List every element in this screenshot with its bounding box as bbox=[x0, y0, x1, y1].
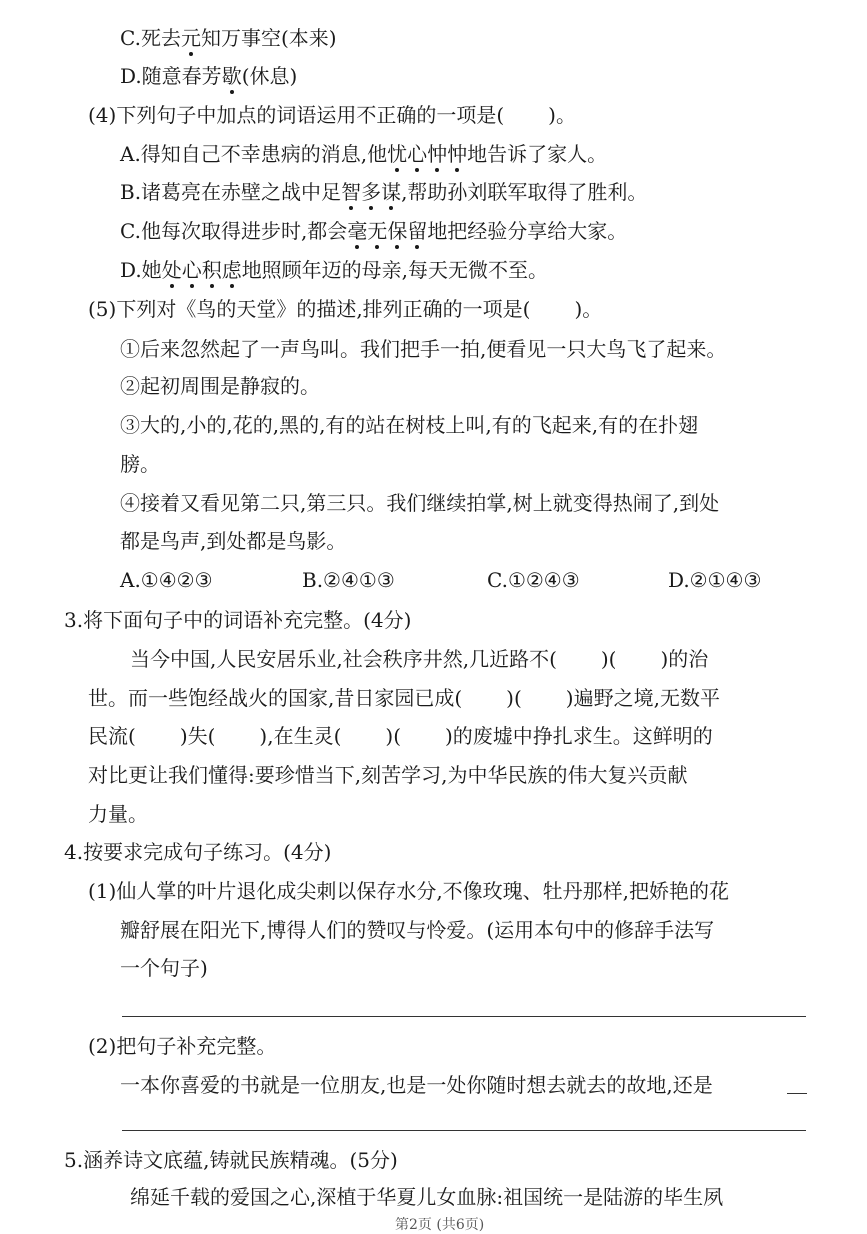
q2-5-sentence-4b: 都是鸟声,到处都是鸟影。 bbox=[120, 529, 347, 553]
q3-line-1: 当今中国,人民安居乐业,社会秩序井然,几近路不( )( )的治 bbox=[130, 647, 709, 671]
q2-5-option-d: D.②①④③ bbox=[668, 568, 762, 592]
q2-4-option-a: A.得知自己不幸患病的消息,他忧心忡忡地告诉了家人。 bbox=[120, 142, 608, 166]
q5-title: 5.涵养诗文底蕴,铸就民族精魂。(5分) bbox=[64, 1148, 398, 1172]
q3-line-5: 力量。 bbox=[88, 802, 148, 826]
page-footer: 第2页 (共6页) bbox=[395, 1217, 485, 1233]
q2-5-sentence-1: ①后来忽然起了一声鸟叫。我们把手一拍,便看见一只大鸟飞了起来。 bbox=[120, 337, 727, 361]
q2-4-option-d: D.她处心积虑地照顾年迈的母亲,每天无微不至。 bbox=[120, 258, 549, 282]
q2-4-stem: (4)下列句子中加点的词语运用不正确的一项是( )。 bbox=[88, 103, 576, 127]
q2-5-sentence-2: ②起初周围是静寂的。 bbox=[120, 374, 320, 398]
q3-line-4: 对比更让我们懂得:要珍惜当下,刻苦学习,为中华民族的伟大复兴贡献 bbox=[88, 763, 688, 787]
q4-part-1-line-2: 瓣舒展在阳光下,博得人们的赞叹与怜爱。(运用本句中的修辞手法写 bbox=[120, 918, 715, 942]
q2-option-d: D.随意春芳歇(休息) bbox=[120, 64, 298, 88]
q4-part-2-text: 一本你喜爱的书就是一位朋友,也是一处你随时想去就去的故地,还是 bbox=[120, 1073, 713, 1097]
q4-title: 4.按要求完成句子练习。(4分) bbox=[64, 840, 332, 864]
q2-5-option-b: B.②④①③ bbox=[302, 568, 395, 592]
q2-4-option-b: B.诸葛亮在赤壁之战中足智多谋,帮助孙刘联军取得了胜利。 bbox=[120, 180, 648, 204]
q2-5-sentence-3b: 膀。 bbox=[120, 452, 160, 476]
q2-5-option-c: C.①②④③ bbox=[487, 568, 580, 592]
answer-line[interactable] bbox=[122, 1016, 806, 1017]
q5-line-1: 绵延千载的爱国之心,深植于华夏儿女血脉:祖国统一是陆游的毕生夙 bbox=[130, 1185, 724, 1209]
q4-part-1-line-1: (1)仙人掌的叶片退化成尖刺以保存水分,不像玫瑰、牡丹那样,把娇艳的花 bbox=[88, 879, 730, 903]
q2-5-sentence-3a: ③大的,小的,花的,黑的,有的站在树枝上叫,有的飞起来,有的在扑翅 bbox=[120, 413, 699, 437]
q4-part-1-line-3: 一个句子) bbox=[120, 956, 208, 980]
q3-line-3: 民流( )失( ),在生灵( )( )的废墟中挣扎求生。这鲜明的 bbox=[88, 724, 713, 748]
q2-5-stem: (5)下列对《鸟的天堂》的描述,排列正确的一项是( )。 bbox=[88, 297, 603, 321]
answer-line[interactable] bbox=[122, 1130, 806, 1131]
q2-5-sentence-4a: ④接着又看见第二只,第三只。我们继续拍掌,树上就变得热闹了,到处 bbox=[120, 491, 720, 515]
q3-line-2: 世。而一些饱经战火的国家,昔日家园已成( )( )遍野之境,无数平 bbox=[88, 686, 720, 710]
q2-5-option-a: A.①④②③ bbox=[120, 568, 213, 592]
answer-line[interactable] bbox=[787, 1093, 807, 1094]
q2-4-option-c: C.他每次取得进步时,都会毫无保留地把经验分享给大家。 bbox=[120, 219, 628, 243]
q2-option-c: C.死去元知万事空(本来) bbox=[120, 26, 337, 50]
q3-title: 3.将下面句子中的词语补充完整。(4分) bbox=[64, 608, 412, 632]
q4-part-2: (2)把句子补充完整。 bbox=[88, 1034, 277, 1058]
